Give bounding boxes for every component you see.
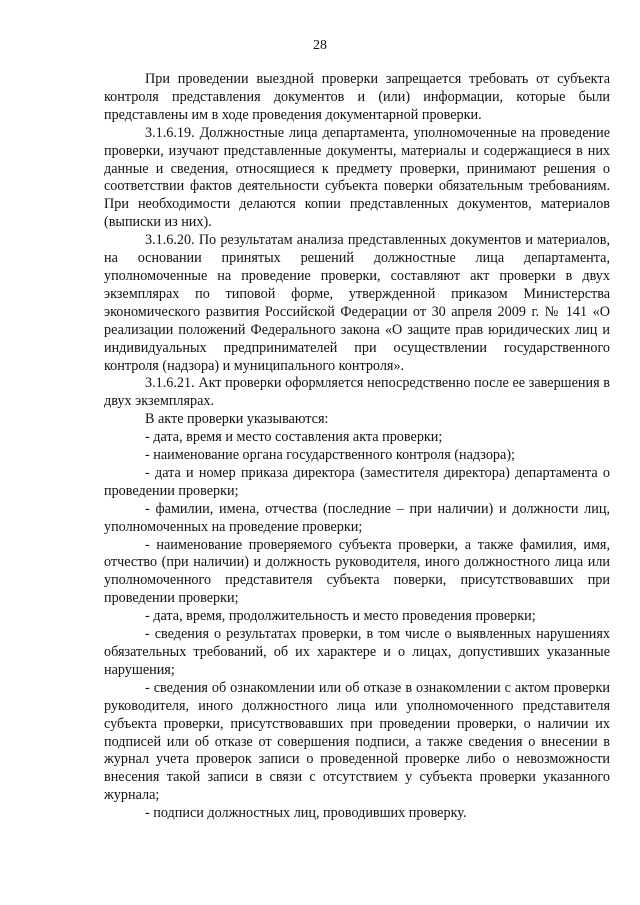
paragraph: При проведении выездной проверки запрещается требовать от субъекта контроля представления документов и (или) информации, которые были представлены им в ходе проведения документарной проверки. [104, 71, 610, 123]
list-item: - фамилии, имена, отчества (последние – при наличии) и должности лиц, уполномоченных на проведение проверки; [104, 500, 610, 535]
list-item: - наименование проверяемого субъекта проверки, а также фамилия, имя, отчество (при наличии) и должность руководителя, иного должностного лица или уполномоченного представителя субъекта поверки, присутствовавших при проведении проверки; [104, 536, 610, 607]
list-item: - наименование органа государственного контроля (надзора); [145, 447, 515, 464]
paragraph: 3.1.6.19. Должностные лица департамента, уполномоченные на проведение проверки, изучают представленные документы, материалы и содержащиеся в них данные и сведения, относящиеся к предмету проверки, принимают решения о соответствии фактов деятельности субъекта поверки обязательным требованиям. При необходимости делаются копии представленных документов, материалов (выписки из них). [104, 124, 610, 231]
list-item: - сведения об ознакомлении или об отказе в ознакомлении с актом проверки руководителя, иного должностного лица или уполномоченного представителя субъекта проверки, присутствовавших при проведении проверки, о наличии их подписей или об отказе от совершения подписи, а также сведения о внесении в журнал учета проверок записи о проведенной проверке либо о невозможности внесения такой записи в связи с отсутствием у субъекта проверки указанного журнала; [104, 679, 610, 804]
list-item: - сведения о результатах проверки, в том числе о выявленных нарушениях обязательных требований, об их характере и о лицах, допустивших указанные нарушения; [104, 626, 610, 678]
list-item: - дата и номер приказа директора (заместителя директора) департамента о проведении проверки; [104, 464, 610, 499]
paragraph: 3.1.6.20. По результатам анализа представленных документов и материалов, на основании принятых решений должностные лица департамента, уполномоченные на проведение проверки, составляют акт проверки в двух экземплярах по типовой форме, утвержденной приказом Министерства экономического развития Российской Федерации от 30 апреля 2009 г. № 141 «О реализации положений Федерального закона «О защите прав юридических лиц и индивидуальных предпринимателей при осуществлении государственного контроля (надзора) и муниципального контроля». [104, 232, 610, 374]
body-text [104, 71, 610, 823]
paragraph: В акте проверки указываются: [145, 411, 329, 428]
list-item: - подписи должностных лиц, проводивших проверку. [145, 805, 467, 822]
paragraph: 3.1.6.21. Акт проверки оформляется непосредственно после ее завершения в двух экземплярах. [104, 375, 610, 410]
list-item: - дата, время и место составления акта проверки; [145, 429, 443, 446]
page-number: 28 [313, 38, 327, 53]
list-item: - дата, время, продолжительность и место проведения проверки; [145, 608, 536, 625]
